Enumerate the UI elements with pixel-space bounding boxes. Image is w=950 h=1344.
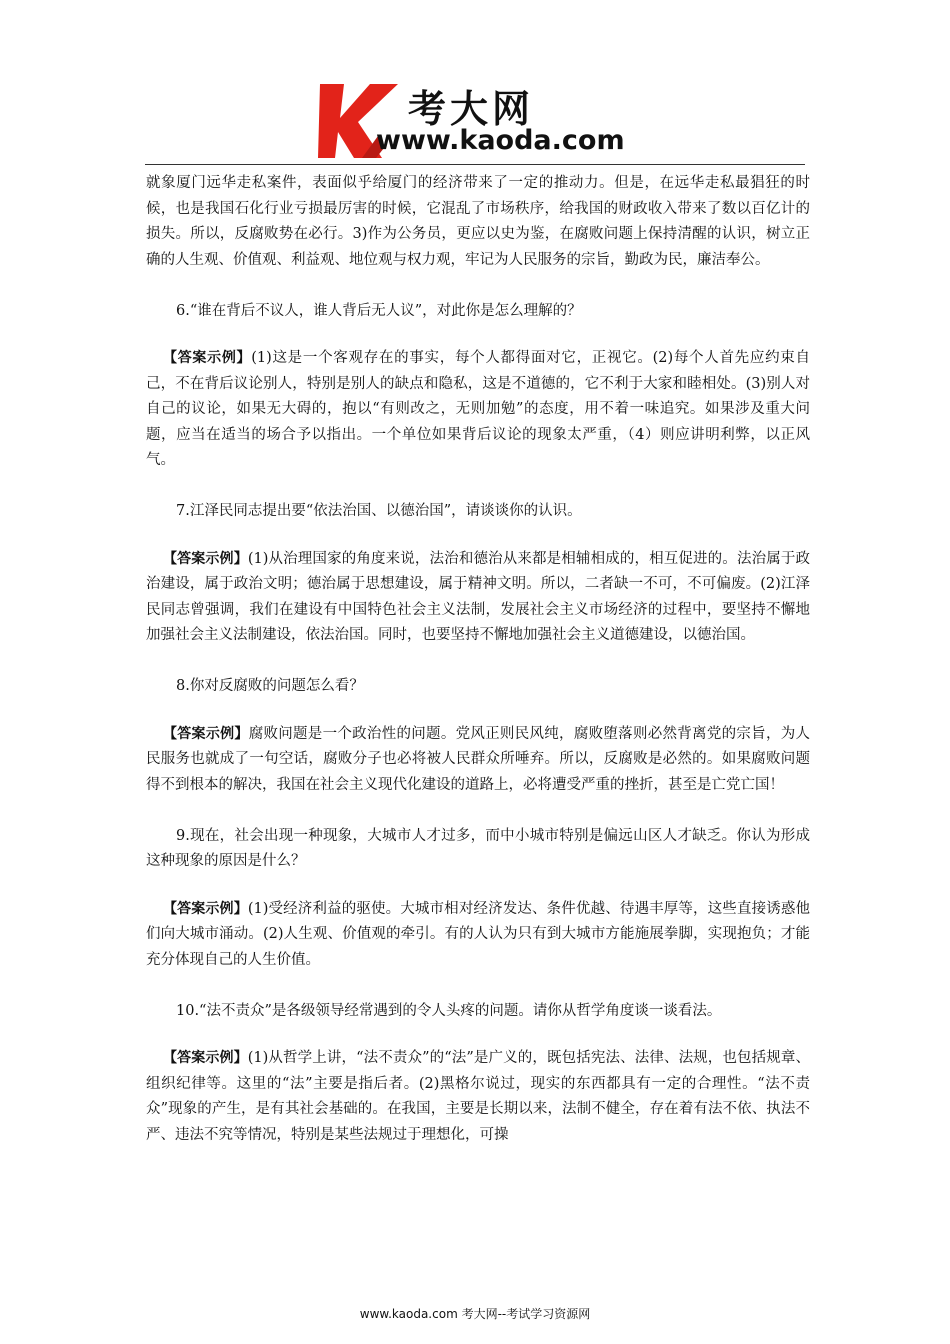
question-10: 10.“法不责众”是各级领导经常遇到的令人头疼的问题。请你从哲学角度谈一谈看法。	[176, 1002, 722, 1019]
answer-label: 【答案示例】	[163, 350, 252, 366]
answer-9-text: (1)受经济利益的驱使。大城市相对经济发达、条件优越、待遇丰厚等，这些直接诱惑他们向大城市涌动。(2)人生观、价值观的牵引。有的人认为只有到大城市方能施展拳脚，实现抱负；才能充分体现自己的人生价值。	[146, 900, 811, 968]
answer-label: 【答案示例】	[163, 900, 248, 917]
answer-8-text: 腐败问题是一个政治性的问题。党风正则民风纯，腐败堕落则必然背离党的宗旨，为人民服务也就成了一句空话，腐败分子也必将被人民群众所唾弃。所以，反腐败是必然的。如果腐败问题得不到根本的解决，我国在社会主义现代化建设的道路上，必将遭受严重的挫折，甚至是亡党亡国！	[146, 725, 811, 793]
document-body	[146, 171, 810, 1148]
page-footer: www.kaoda.com 考大网--考试学习资源网	[359, 1307, 591, 1321]
question-7: 7.江泽民同志提出要“依法治国、以德治国”，请谈谈你的认识。	[176, 503, 582, 519]
answer-8	[146, 722, 810, 799]
answer-9	[146, 897, 810, 974]
logo-chinese-name: 考大网	[408, 87, 535, 131]
answer-10-text: (1)从哲学上讲，“法不责众”的“法”是广义的，既包括宪法、法律、法规，也包括规章、组织纪律等。这里的“法”主要是指后者。(2)黑格尔说过，现实的东西都具有一定的合理性。“法不责众”现象的产生，是有其社会基础的。在我国，主要是长期以来，法制不健全，存在着有法不依、执法不严、违法不究等情况，特别是某些法规过于理想化，可操	[146, 1050, 811, 1143]
answer-6	[146, 346, 810, 474]
question-9: 9.现在，社会出现一种现象，大城市人才过多，而中小城市特别是偏远山区人才缺乏。你认为形成这种现象的原因是什么？	[146, 827, 810, 869]
answer-label: 【答案示例】	[163, 725, 249, 742]
logo-url: www.kaoda.com	[376, 125, 625, 156]
kaoda-logo	[318, 78, 648, 158]
answer-7-text: (1)从治理国家的角度来说，法治和德治从来都是相辅相成的，相互促进的。法治属于政治建设，属于政治文明；德治属于思想建设，属于精神文明。所以，二者缺一不可，不可偏废。(2)江泽民同志曾强调，我们在建设有中国特色社会主义法制，发展社会主义市场经济的过程中，要坚持不懈地加强社会主义法制建设，依法治国。同时，也要坚持不懈地加强社会主义道德建设，以德治国。	[146, 550, 811, 643]
answer-label: 【答案示例】	[163, 1050, 248, 1066]
header-divider	[145, 164, 805, 165]
answer-7	[146, 547, 810, 649]
intro-paragraph: 就象厦门远华走私案件，表面似乎给厦门的经济带来了一定的推动力。但是，在远华走私最猖狂的时候，也是我国石化行业亏损最厉害的时候，它混乱了市场秩序，给我国的财政收入带来了数以百亿计的损失。所以，反腐败势在必行。3)作为公务员，更应以史为鉴，在腐败问题上保持清醒的认识，树立正确的人生观、价值观、利益观、地位观与权力观，牢记为人民服务的宗旨，勤政为民，廉洁奉公。	[146, 175, 810, 268]
answer-6-text: (1)这是一个客观存在的事实，每个人都得面对它，正视它。(2)每个人首先应约束自己，不在背后议论别人，特别是别人的缺点和隐私，这是不道德的，它不利于大家和睦相处。(3)别人对自己的议论，如果无大碍的，抱以“有则改之，无则加勉”的态度，用不着一味追究。如果涉及重大问题，应当在适当的场合予以指出。一个单位如果背后议论的现象太严重，（4）则应讲明利弊，以正风气。	[146, 350, 810, 468]
question-8: 8.你对反腐败的问题怎么看？	[176, 678, 364, 694]
answer-10	[146, 1046, 810, 1148]
question-6: 6.“谁在背后不议人，谁人背后无人议”，对此你是怎么理解的？	[176, 302, 582, 319]
answer-label: 【答案示例】	[163, 550, 248, 567]
